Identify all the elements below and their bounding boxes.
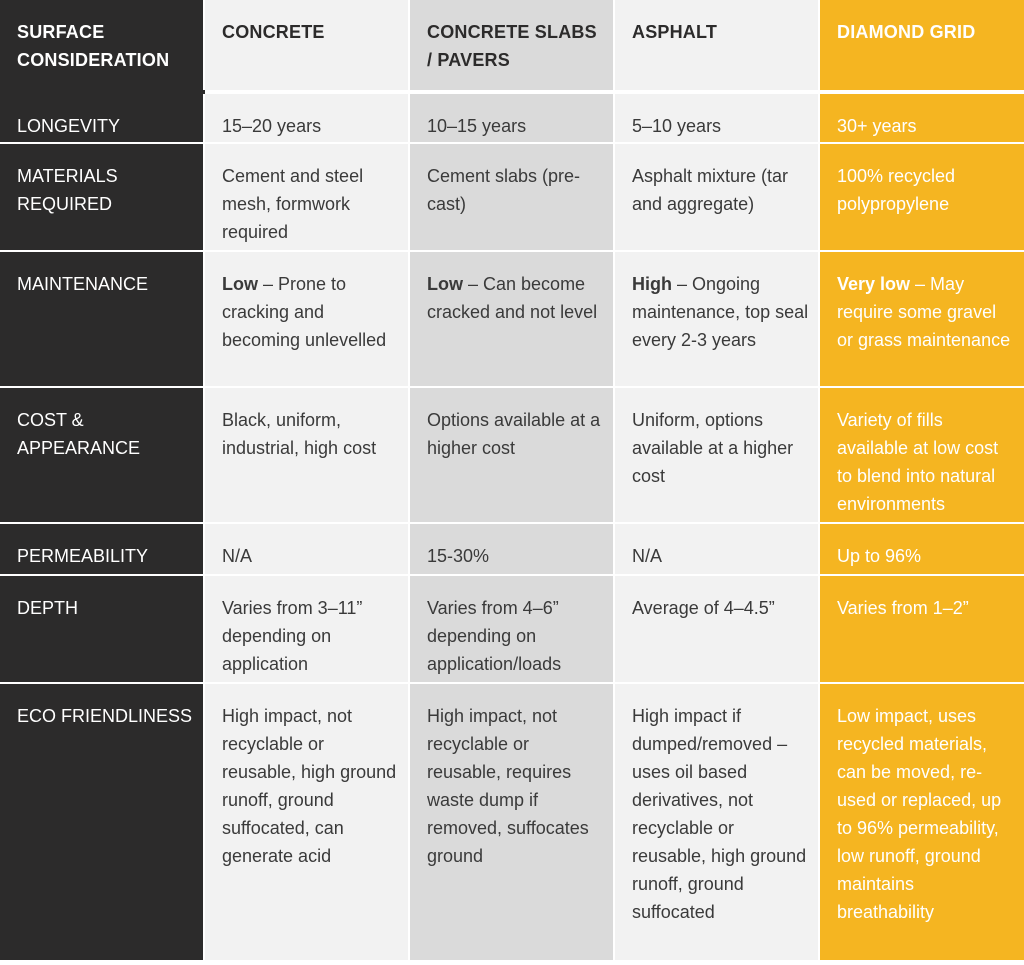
cell-slabs-permeability: 15-30% bbox=[410, 524, 615, 576]
cell-asphalt-eco: High impact if dumped/removed – uses oil based derivatives, not recyclable or reusable, high ground runoff, ground suffocated bbox=[615, 684, 820, 960]
row-label-depth: DEPTH bbox=[0, 576, 205, 684]
cell-diamond-depth: Varies from 1–2” bbox=[820, 576, 1024, 684]
cell-asphalt-cost: Uniform, options available at a higher cost bbox=[615, 388, 820, 524]
maintenance-detail: – Can become cracked and not level bbox=[427, 274, 598, 322]
maintenance-detail: – May require some gravel or grass maintenance bbox=[837, 274, 1011, 350]
cell-concrete-eco: High impact, not recyclable or reusable, high ground runoff, ground suffocated, can generate acid bbox=[205, 684, 410, 960]
cell-asphalt-depth: Average of 4–4.5” bbox=[615, 576, 820, 684]
cell-diamond-longevity: 30+ years bbox=[820, 94, 1024, 144]
cell-slabs-longevity: 10–15 years bbox=[410, 94, 615, 144]
cell-slabs-materials: Cement slabs (pre-cast) bbox=[410, 144, 615, 252]
maintenance-level: Low bbox=[427, 274, 463, 294]
cell-slabs-eco: High impact, not recyclable or reusable, requires waste dump if removed, suffocates ground bbox=[410, 684, 615, 960]
maintenance-level: High bbox=[632, 274, 672, 294]
header-asphalt: ASPHALT bbox=[615, 0, 820, 90]
cell-diamond-materials: 100% recycled polypropylene bbox=[820, 144, 1024, 252]
maintenance-detail: – Prone to cracking and becoming unlevelled bbox=[222, 274, 387, 350]
row-label-cost-appearance: COST & APPEARANCE bbox=[0, 388, 205, 524]
cell-concrete-permeability: N/A bbox=[205, 524, 410, 576]
cell-concrete-cost: Black, uniform, industrial, high cost bbox=[205, 388, 410, 524]
maintenance-level: Low bbox=[222, 274, 258, 294]
maintenance-detail: – Ongoing maintenance, top seal every 2-3 years bbox=[632, 274, 809, 350]
cell-concrete-maintenance bbox=[205, 252, 410, 388]
cell-asphalt-longevity: 5–10 years bbox=[615, 94, 820, 144]
cell-diamond-permeability: Up to 96% bbox=[820, 524, 1024, 576]
cell-slabs-maintenance bbox=[410, 252, 615, 388]
cell-asphalt-maintenance bbox=[615, 252, 820, 388]
row-label-maintenance: MAINTENANCE bbox=[0, 252, 205, 388]
cell-diamond-maintenance bbox=[820, 252, 1024, 388]
cell-concrete-materials: Cement and steel mesh, formwork required bbox=[205, 144, 410, 252]
cell-diamond-cost: Variety of fills available at low cost to blend into natural environments bbox=[820, 388, 1024, 524]
maintenance-level: Very low bbox=[837, 274, 911, 294]
cell-asphalt-permeability: N/A bbox=[615, 524, 820, 576]
header-concrete-slabs: CONCRETE SLABS / PAVERS bbox=[410, 0, 615, 90]
row-label-permeability: PERMEABILITY bbox=[0, 524, 205, 576]
row-label-longevity: LONGEVITY bbox=[0, 94, 205, 144]
header-diamond-grid: DIAMOND GRID bbox=[820, 0, 1024, 90]
row-label-eco-friendliness: ECO FRIENDLINESS bbox=[0, 684, 205, 960]
cell-slabs-cost: Options available at a higher cost bbox=[410, 388, 615, 524]
cell-diamond-eco: Low impact, uses recycled materials, can be moved, re-used or replaced, up to 96% permeability, low runoff, ground maintains breathability bbox=[820, 684, 1024, 960]
row-label-materials: MATERIALS REQUIRED bbox=[0, 144, 205, 252]
header-surface-consideration: SURFACE CONSIDERATION bbox=[0, 0, 205, 90]
cell-slabs-depth: Varies from 4–6” depending on application/loads bbox=[410, 576, 615, 684]
header-concrete: CONCRETE bbox=[205, 0, 410, 90]
cell-asphalt-materials: Asphalt mixture (tar and aggregate) bbox=[615, 144, 820, 252]
cell-concrete-depth: Varies from 3–11” depending on application bbox=[205, 576, 410, 684]
cell-concrete-longevity: 15–20 years bbox=[205, 94, 410, 144]
